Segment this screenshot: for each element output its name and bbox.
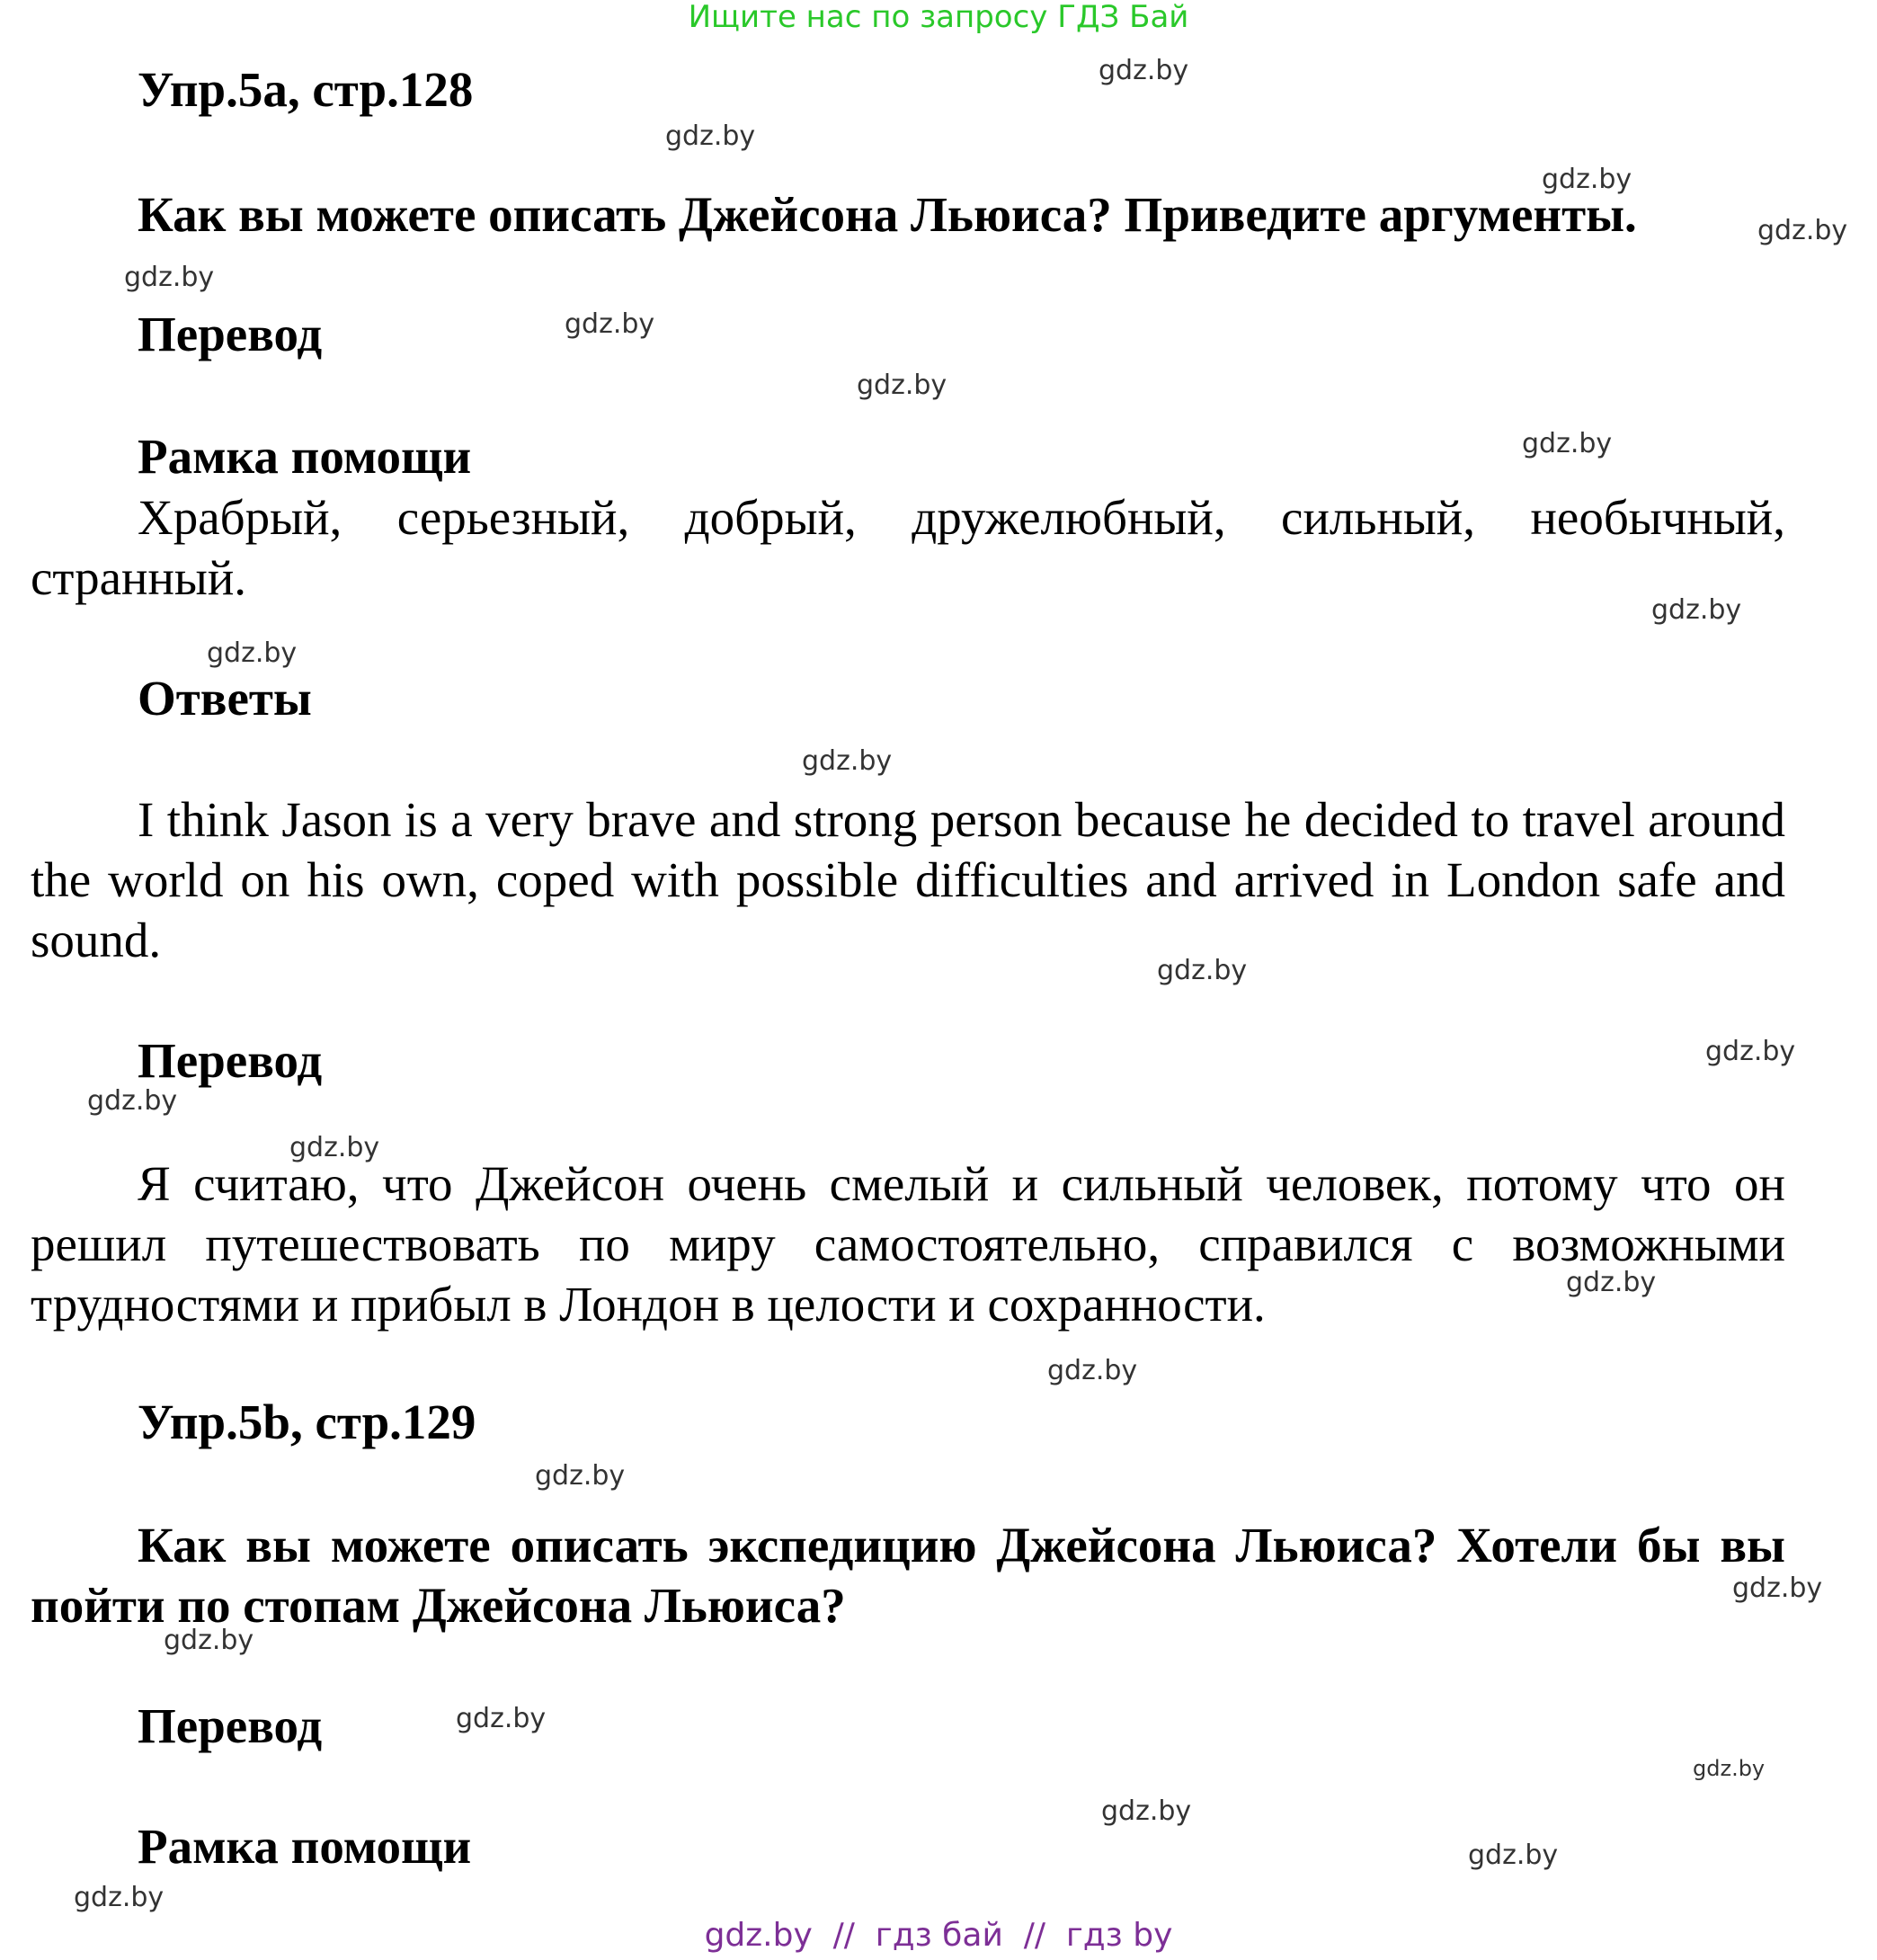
watermark: gdz.by (1566, 1267, 1657, 1298)
translation-heading-2: Перевод (138, 1698, 323, 1753)
exercise-5b-title: Упр.5b, стр.129 (138, 1394, 476, 1449)
answer-text: I think Jason is a very brave and strong person because he decided to travel around the world on his own, coped with possible difficulties and arrived in London safe and sound. (31, 792, 1785, 967)
watermark: gdz.by (1757, 215, 1848, 246)
watermark: gdz.by (1542, 164, 1632, 195)
exercise-5b-question: Как вы можете описать экспедицию Джейсона Льюиса? Хотели бы вы пойти по стопам Джейсона Льюиса? (31, 1518, 1785, 1633)
answers-heading: Ответы (138, 671, 312, 726)
watermark: gdz.by (1522, 428, 1613, 459)
footer-links: gdz.by // гдз бай // гдз by (704, 1917, 1173, 1954)
watermark: gdz.by (1099, 55, 1189, 86)
watermark: gdz.by (124, 262, 215, 293)
watermark: gdz.by (164, 1625, 254, 1656)
watermark: gdz.by (1651, 594, 1742, 626)
watermark: gdz.by (1693, 1756, 1766, 1781)
exercise-5a-question: Как вы можете описать Джейсона Льюиса? Приведите аргументы. (138, 187, 1637, 242)
watermark: gdz.by (535, 1460, 626, 1492)
watermark: gdz.by (1157, 955, 1248, 986)
watermark: gdz.by (207, 637, 298, 669)
watermark: gdz.by (1732, 1572, 1823, 1604)
help-frame-text: Храбрый, серьезный, добрый, дружелюбный, сильный, необычный, странный. (31, 490, 1785, 605)
watermark: gdz.by (1047, 1355, 1138, 1386)
translation-heading: Перевод (138, 307, 323, 361)
answer-translation-text: Я считаю, что Джейсон очень смелый и сильный человек, потому что он решил путешествовать по миру самостоятельно, справился с возможными трудностями и прибыл в Лондон в целости и сохранности. (31, 1156, 1785, 1332)
watermark: gdz.by (74, 1882, 165, 1913)
watermark: gdz.by (802, 745, 893, 777)
answer-translation-heading: Перевод (138, 1033, 323, 1088)
exercise-5a-title: Упр.5a, стр.128 (138, 62, 474, 117)
watermark: gdz.by (289, 1132, 380, 1163)
watermark: gdz.by (1101, 1795, 1192, 1827)
watermark: gdz.by (456, 1703, 547, 1734)
watermark: gdz.by (1468, 1840, 1559, 1871)
watermark: gdz.by (857, 370, 947, 401)
watermark: gdz.by (665, 120, 756, 152)
watermark: gdz.by (1705, 1036, 1796, 1067)
help-frame-heading-2: Рамка помощи (138, 1819, 472, 1874)
watermark: gdz.by (565, 308, 655, 340)
watermark: gdz.by (87, 1085, 178, 1117)
search-banner: Ищите нас по запросу ГДЗ Бай (688, 0, 1189, 35)
help-frame-heading: Рамка помощи (138, 429, 472, 484)
